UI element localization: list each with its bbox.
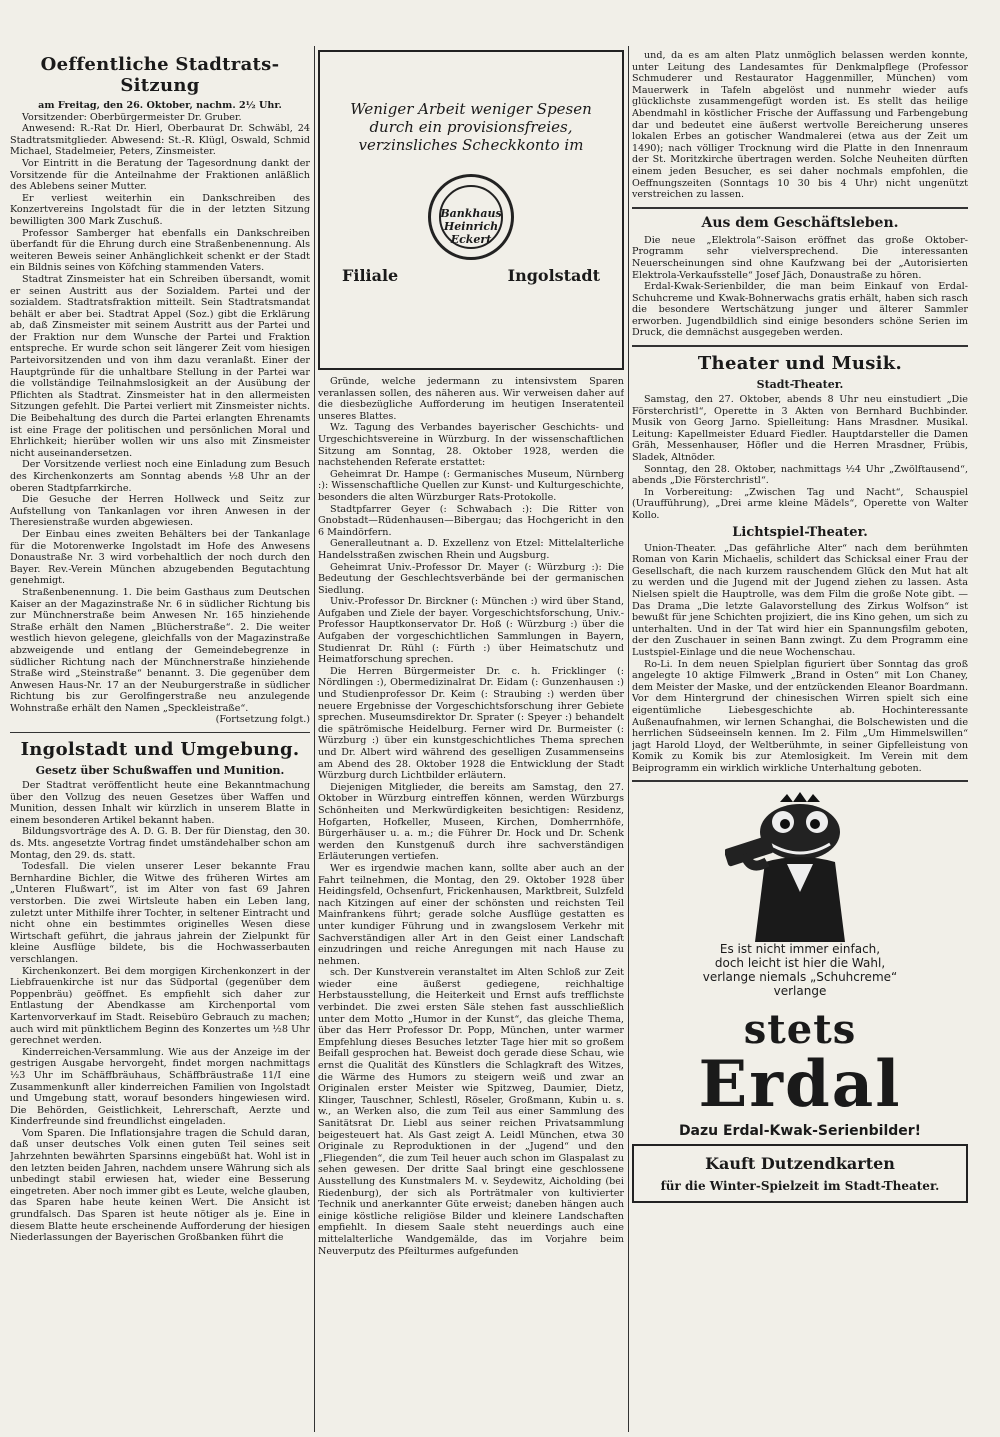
section-title-ingolstadt: Ingolstadt und Umgebung. (20, 739, 300, 761)
dutzendkarten-advertisement (632, 1144, 968, 1203)
paragraph: Todesfall. Die vielen unserer Leser bekannte Frau Bernhardine Bichler, die Witwe des früheren Wirtes am „Unteren Flußwart“, ist im Alter von fast 69 Jahren verstorben. Die zwei Wirtsleute haben ein Leben lang, zuletzt unter Mithilfe ihrer Tochter, in seltener Eintracht und nicht ohne ein bestimmtes originelles Wesen diese Wirtschaft geführt, die jahraus jahrein der Zielpunkt für kleine Ausflüge bildete, bis die Hochwasserbauten verschlangen. (10, 861, 310, 965)
paragraph: Diejenigen Mitglieder, die bereits am Samstag, den 27. Oktober in Würzburg eintreffen können, werden Würzburgs Schönheiten und Merkwürdigkeiten besichtigen: Residenz, Hofgarten, Hofkeller, Museen, Kirchen, Domherrnhöfe, Bürgerhäuser u. a. m.; die Führer Dr. Hock und Dr. Schenk werden den Kunstgenuß durch ihre sachverständigen Erläuterungen vertiefen. (318, 781, 624, 863)
paragraph: Sonntag, den 28. Oktober, nachmittags ½4 Uhr „Zwölftausend“, abends „Die Försterchristl“. (632, 463, 968, 487)
subhead-lichtspiel: Lichtspiel-Theater. (732, 524, 868, 540)
paragraph: Wz. Tagung des Verbandes bayerischer Geschichts- und Urgeschichtsvereine in Würzburg. In der wissenschaftlichen Sitzung am Sonntag, 28. Oktober 1928, werden die nachstehenden Referate erstattet: (318, 422, 624, 469)
bank-advertisement (318, 50, 624, 370)
paragraph: Die Gesuche der Herren Hollweck und Seitz zur Aufstellung von Tankanlagen vor ihren Anwesen in der Theresienstraße wurden abgewiesen. (10, 494, 310, 529)
paragraph: Geheimrat Dr. Hampe (: Germanisches Museum, Nürnberg :): Wissenschaftliche Quellen zur Kunst- und Kulturgeschichte, besonders die alten Würzburger Rats-Protokolle. (318, 468, 624, 503)
paragraph: In Vorbereitung: „Zwischen Tag und Nacht“, Schauspiel (Uraufführung), „Drei arme kleine Mädels“, Operette von Walter Kollo. (632, 486, 968, 521)
paragraph: Kinderreichen-Versammlung. Wie aus der Anzeige im der gestrigen Ausgabe hervorgeht, findet morgen nachmittags ½3 Uhr im Schäffbräuhaus, Schäffbräustraße 11/I eine Zusammenkunft aller kinderreichen Familien von Ingolstadt und Umgebung statt, worauf besonders hingewiesen wird. Die Behörden, Geistlichkeit, Lehrerschaft, Aerzte und Kinderfreunde sind freundlichst eingeladen. (10, 1046, 310, 1128)
erdal-brand: Erdal (698, 1047, 902, 1123)
date-line: am Freitag, den 26. Oktober, nachm. 2½ Uhr. (38, 100, 282, 111)
article-title-stadtrat: Oeffentliche Stadtrats-Sitzung (40, 54, 280, 96)
ad-line: doch leicht ist hier die Wahl, (714, 956, 886, 971)
paragraph: Univ.-Professor Dr. Birckner (: München :) wird über Stand, Aufgaben und Ziele der bayer. Vorgeschichtsforschung, Univ.-Professor Hauptkonservator Dr. Hoß (: Würzburg :) über die Aufgaben der vorgeschichtlichen Sammlungen in Bayern, Studienrat Dr. Rühl (: Fürth :) über Heimatschutz und Heimatforschung sprechen. (318, 596, 624, 666)
column-rule (628, 46, 629, 1432)
paragraph: Der Vorsitzende verliest noch eine Einladung zum Besuch des Kirchenkonzerts am Sonntag abends ½8 Uhr an der oberen Stadtpfarrkirche. (10, 459, 310, 494)
column-right (632, 50, 968, 1430)
ad-footer: Dazu Erdal-Kwak-Serienbilder! (678, 1123, 922, 1140)
paragraph: Samstag, den 27. Oktober, abends 8 Uhr neu einstudiert „Die Försterchristl“, Operette in 3 Akten von Bernhard Buchbinder. Musik von Georg Jarno. Spielleitung: Hans Mrasdner. Musikal. Leitung: Kapellmeister Eduard Fiedler. Hauptdarsteller die Damen Gräh, Messenhauser, Höfler und die Herren Mrasdner, Frübis, Sladek, Altnöder. (632, 394, 968, 464)
ad-line: verlange (773, 984, 827, 999)
column-left (10, 50, 310, 1430)
ad-line: Es ist nicht immer einfach, (719, 942, 881, 957)
ad-right: Ingolstadt (507, 266, 600, 285)
paragraph: Kirchenkonzert. Bei dem morgigen Kirchenkonzert in der Liebfrauenkirche ist nur das Südportal (gegenüber dem Poppenbräu) geöffnet. Es empfiehlt sich daher zur Entlastung der Abendkasse am Kirchenportal vom Kartenvorverkauf im Stadt. Reisebüro Gebrauch zu machen; auch wird mit pünktlichem Beginn des Konzertes um ½8 Uhr gerechnet werden. (10, 965, 310, 1047)
paragraph: Die neue „Elektrola“-Saison eröffnet das große Oktober-Programm sehr vielversprechend. Die interessanten Neuerscheinungen sind ohne Kaufzwang bei der „Autorisierten Elektrola-Verkaufsstelle“ Josef Jäch, Donaustraße zu hören. (632, 234, 968, 281)
ad-stets: stets (743, 1006, 857, 1054)
divider (10, 732, 310, 733)
paragraph: sch. Der Kunstverein veranstaltet im Alten Schloß zur Zeit wieder eine äußerst gediegene, reichhaltige Herbstausstellung, die Heiterkeit und Ernst aufs trefflichste verbindet. Die zwei ersten Säle stehen fast ausschließlich unter dem Motto „Humor in der Kunst“, das gleiche Thema, über das Herr Professor Dr. Popp, München, unter warmer Empfehlung dieses Besuches letzter Tage hier mit so großem Beifall gesprochen hat. Beweist doch gerade diese Schau, wie ernst die Qualität des Künstlers die Schlagkraft des Witzes, die Wärme des Humors zu steigern weiß und zwar an Originalen erster Meister wie Spitzweg, Daumier, Dietz, Klinger, Tauschner, Schlestl, Röseler, Großmann, Kubin u. s. w., an Werken also, die zum Teil aus einer Sammlung des Sanitätsrat Dr. Liebl aus seiner reichen Privatsammlung beigesteuert hat. Als Gast zeigt A. Leidl München, etwa 30 Originale zu Reproduktionen in der „Jugend“ und den „Fliegenden“, die zum Teil heuer auch schon im Glaspalast zu sehen gewesen. Der dritte Saal bringt eine geschlossene Ausstellung des Kunstmalers M. v. Seydewitz, Aicholding (bei Riedenburg), der sich als Porträtmaler von kultivierter Technik und anerkannter Güte erweist; daneben hängen auch einige köstliche religiöse Bilder und kleinere Landschaften empfiehlt. In diesem Saale steht neuerdings auch eine mittelalterliche Wandgemälde, das im Vorjahre beim Neuverputz des Pfeilturmes aufgefunden (318, 967, 624, 1257)
bank-logo-icon (428, 174, 514, 260)
paragraph: Straßenbenennung. 1. Die beim Gasthaus zum Deutschen Kaiser an der Magazinstraße Nr. 6 in südlicher Richtung bis zur Münchnerstraße beim Anwesen Nr. 165 hinziehende Straße erhält den Namen „Blücherstraße“. 2. Die weiter westlich hievon gelegene, gleichfalls von der Magazinstraße abzweigende und entlang der Gemeindebegrenze in südlicher Richtung nach der Münchnerstraße hinziehende Straße wird „Steinstraße“ benannt. 3. Die gegenüber dem Anwesen Haus-Nr. 17 an der Neuburgerstraße in südlicher Richtung bis zur Gerolfingerstraße neu anzulegende Wohnstraße erhält den Namen „Speckleistraße“. (10, 586, 310, 714)
paragraph: Der Stadtrat veröffentlicht heute eine Bekanntmachung über den Vollzug des neuen Gesetzes über Waffen und Munition, dessen Inhalt wir kürzlich in unserem Blatte in einem besonderen Artikel bekannt haben. (10, 780, 310, 826)
section-title-geschaeft: Aus dem Geschäftsleben. (701, 214, 899, 231)
paragraph: Vom Sparen. Die Inflationsjahre tragen die Schuld daran, daß unser deutsches Volk einen guten Teil seines seit Jahrzehnten bewährten Sparsinns eingebüßt hat. Wohl ist in den letzten beiden Jahren, nachdem unsere Währung sich als unbedingt stabil erwiesen hat, wieder eine Besserung eingetreten. Aber noch immer gibt es Leute, welche glauben, das Sparen habe heute keinen Wert. Die Ansicht ist grundfalsch. Das Sparen ist heute nötiger als je. Eine in diesem Blatte heute erscheinende Aufforderung der hiesigen Niederlassungen der Bayerischen Großbanken führt die (10, 1127, 310, 1244)
paragraph: Generalleutnant a. D. Exzellenz von Etzel: Mittelalterliche Handelsstraßen zwischen Rhein und Augsburg. (318, 538, 624, 561)
paragraph: Vor Eintritt in die Beratung der Tagesordnung dankt der Vorsitzende für die Anteilnahme der Fraktionen anläßlich des Ablebens seiner Mutter. (10, 157, 310, 193)
divider (632, 207, 968, 209)
ad-text: Weniger Arbeit weniger Spesen durch ein provisionsfreies, verzinsliches Scheckkonto im (350, 100, 592, 154)
paragraph: Die Herren Bürgermeister Dr. c. h. Fricklinger (: Nördlingen :), Obermedizinalrat Dr. Eidam (: Gunzenhausen :) und Studienprofessor Dr. Keim (: Straubing :) werden über neuere Ergebnisse der Vorgeschichtsforschung ihrer Gebiete sprechen. Museumsdirektor Dr. Sprater (: Speyer :) behandelt die spätrömische Heidelburg. Ferner wird Dr. Burmeister (: Würzburg :) über ein kunstgeschichtliches Thema sprechen und Dr. Albert wird während des geselligen Zusammenseins am Abend des 28. Oktober 1928 die Entwicklung der Stadt Würzburg durch Lichtbilder erläutern. (318, 665, 624, 782)
continued-note: (Fortsetzung folgt.) (215, 714, 310, 726)
chair-line: Vorsitzender: Oberbürgermeister Dr. Gruber. (22, 111, 242, 123)
column-middle (318, 50, 624, 1430)
paragraph: Der Einbau eines zweiten Behälters bei der Tankanlage für die Motorenwerke Ingolstadt im Hofe des Anwesens Donaustraße Nr. 3 wird vorbehaltlich der noch durch den Bayer. Rev.-Verein München abzugebenden Begutachtung genehmigt. (10, 528, 310, 587)
paragraph: Stadtpfarrer Geyer (: Schwabach :): Die Ritter von Gnobstadt—Rüdenhausen—Bibergau; das Hochgericht in den 6 Maindörfern. (318, 503, 624, 538)
ad-footer (332, 266, 610, 285)
subhead-waffen: Gesetz über Schußwaffen und Munition. (35, 764, 285, 778)
paragraph: Bildungsvorträge des A. D. G. B. Der für Dienstag, den 30. ds. Mts. angesetzte Vortrag findet umständehalber schon am Montag, den 29. ds. statt. (10, 826, 310, 861)
paragraph: Geheimrat Univ.-Professor Dr. Mayer (: Würzburg :): Die Bedeutung der Geschlechtsverbände bei der germanischen Siedlung. (318, 561, 624, 596)
ad-left: Filiale (342, 266, 399, 285)
paragraph: Union-Theater. „Das gefährliche Alter“ nach dem berühmten Roman von Karin Michaelis, schildert das Schicksal einer Frau der Gesellschaft, die nach kurzem rauschendem Glück den Mut hat alt zu werden und die Jugend mit der Jugend ziehen zu lassen. Asta Nielsen spielt die Hauptrolle, was dem Film die große Note gibt. — Das Drama „Die letzte Galavorstellung des Zirkus Wolfson“ ist bewußt für jene Schichten projiziert, die ins Kino gehen, um sich zu unterhalten. Und in der Tat wird hier ein Spannungsfilm geboten, der den Zuschauer in seinen Bann zwingt. Zu dem Programm eine Lustspiel-Einlage und die neue Wochenschau. (632, 542, 968, 658)
subhead-stadttheater: Stadt-Theater. (756, 378, 844, 392)
ad-line: verlange niemals „Schuhcreme“ (702, 970, 898, 985)
attendance: Anwesend: R.-Rat Dr. Hierl, Oberbaurat Dr. Schwäbl, 24 Stadtratsmitglieder. Abwesend: St.-R. Klügl, Oswald, Schmid Michael, Stadelmeier, Peters, Zinsmeister. (10, 123, 310, 158)
ad-subline: für die Winter-Spielzeit im Stadt-Theater. (660, 1179, 940, 1194)
paragraph: Wer es irgendwie machen kann, sollte aber auch an der Fahrt teilnehmen, die Montag, den 29. Oktober 1928 über Heidingsfeld, Ochsenfurt, Frickenhausen, Marktbreit, Sulzfeld nach Kitzingen auf einer der schönsten und reichsten Teil Mainfrankens führt; gerade solche Ausflüge gestatten es unter kundiger Führung und in zwangslosem Verkehr mit Sachverständigen aller Art in den Geist einer Landschaft einzudringen und reiche Anregungen mit nach Hause zu nehmen. (318, 862, 624, 967)
divider (632, 345, 968, 347)
logo-text: Bankhaus Heinrich Eckert (440, 207, 502, 246)
erdal-advertisement (632, 792, 968, 1140)
paragraph: Stadtrat Zinsmeister hat ein Schreiben übersandt, womit er seinen Austritt aus der Sozialdem. Partei und der sozialdem. Stadtratsfraktion mitteilt. Sein Stadtratsmandat behält er aber bei. Stadtrat Appel (Soz.) gibt die Erklärung ab, daß Zinsmeister mit seinem Austritt aus der Partei und der Fraktion nur dem Wunsche der Partei und Fraktion entspreche. Er wurde schon seit längerer Zeit vom hiesigen Parteivorsitzenden und von ihm dazu veranlaßt. Einer der Hauptgründe für die unhaltbare Stellung in der Partei war die vollständige Teilnahmslosigkeit an der Ausübung der Pflichten als Stadtrat. Zinsmeister hat in den allermeisten Sitzungen gefehlt. Die Partei verliert mit Zinsmeister nichts. Die Beibehaltung des durch die Partei erlangten Ehrenamts ist eine Frage der politischen und persönlichen Moral und Ehrlichkeit; hierüber wollen wir uns also mit Zinsmeister nicht auseinandersetzen. (10, 273, 310, 459)
paragraph: Gründe, welche jedermann zu intensivstem Sparen veranlassen sollen, des näheren aus. Wir verweisen daher auf die diesbezügliche Aufforderung im heutigen Inseratenteil unseres Blattes. (318, 376, 624, 422)
paragraph: Er verliest weiterhin ein Dankschreiben des Konzertvereins Ingolstadt für die in der letzten Sitzung bewilligten 300 Mark Zuschuß. (10, 192, 310, 227)
section-title-theater: Theater und Musik. (697, 353, 903, 375)
column-rule (314, 46, 315, 1432)
paragraph: und, da es am alten Platz unmöglich belassen werden konnte, unter Leitung des Landesamtes für Denkmalpflege (Professor Schmuderer und Restaurator Haggenmiller, München) vom Mauerwerk in Tafeln abgelöst und nunmehr wieder aufs glücklichste zusammengefügt worden ist. Es stellt das heilige Abendmahl in köstlicher Frische der Auffassung und Farbengebung dar und bedeutet eine äußerst wertvolle Bereicherung unseres lokalen Erbes an gotischer Wandmalerei (etwa aus der Zeit um 1490); nach völliger Trocknung wird die Platte in den Innenraum der St. Moritzkirche übertragen werden. Solche Neuheiten dürften einem jeden Besucher, es sei daher nochmals empfohlen, die Oeffnungszeiten (Sonntags 10 30 bis 4 Uhr) nicht ungenützt verstreichen zu lassen. (632, 50, 968, 201)
divider (632, 780, 968, 782)
frog-mascot-icon (725, 792, 875, 942)
paragraph: Ro-Li. In dem neuen Spielplan figuriert über Sonntag das groß angelegte 10 aktige Filmwerk „Brand in Osten“ mit Lon Chaney, dem Meister der Maske, und der entzückenden Eleanor Boardmann. Vor dem Hintergrund der chinesischen Wirren spielt sich eine eigentümliche Liebesgeschichte ab. Hochinteressante Außenaufnahmen, wir lernen Schanghai, die Bolschewisten und die herrlichen Südseeinseln kennen. Im 2. Film „Um Himmelswillen“ jagt Harold Lloyd, der Weltberühmte, in seiner Gipfelleistung von Komik zu Komik bis zur Atemlosigkeit. Im Verein mit dem Beiprogramm ein wirklich wirkliche Unterhaltung geboten. (632, 658, 968, 774)
paragraph: Professor Samberger hat ebenfalls ein Dankschreiben überfandt für die Ehrung durch eine Straßenbenennung. Als weiteren Beweis seiner Anhänglichkeit schenkt er der Stadt ein Bildnis seines von Köfching stammenden Vaters. (10, 227, 310, 274)
paragraph: Erdal-Kwak-Serienbilder, die man beim Einkauf von Erdal-Schuhcreme und Kwak-Bohnerwachs gratis erhält, haben sich rasch die besondere Wertschätzung junger und älterer Sammler erworben. Jugendbildlich sind einige besonders schöne Serien im Druck, die demnächst ausgegeben werden. (632, 281, 968, 339)
ad-headline: Kauft Dutzendkarten (705, 1154, 895, 1174)
